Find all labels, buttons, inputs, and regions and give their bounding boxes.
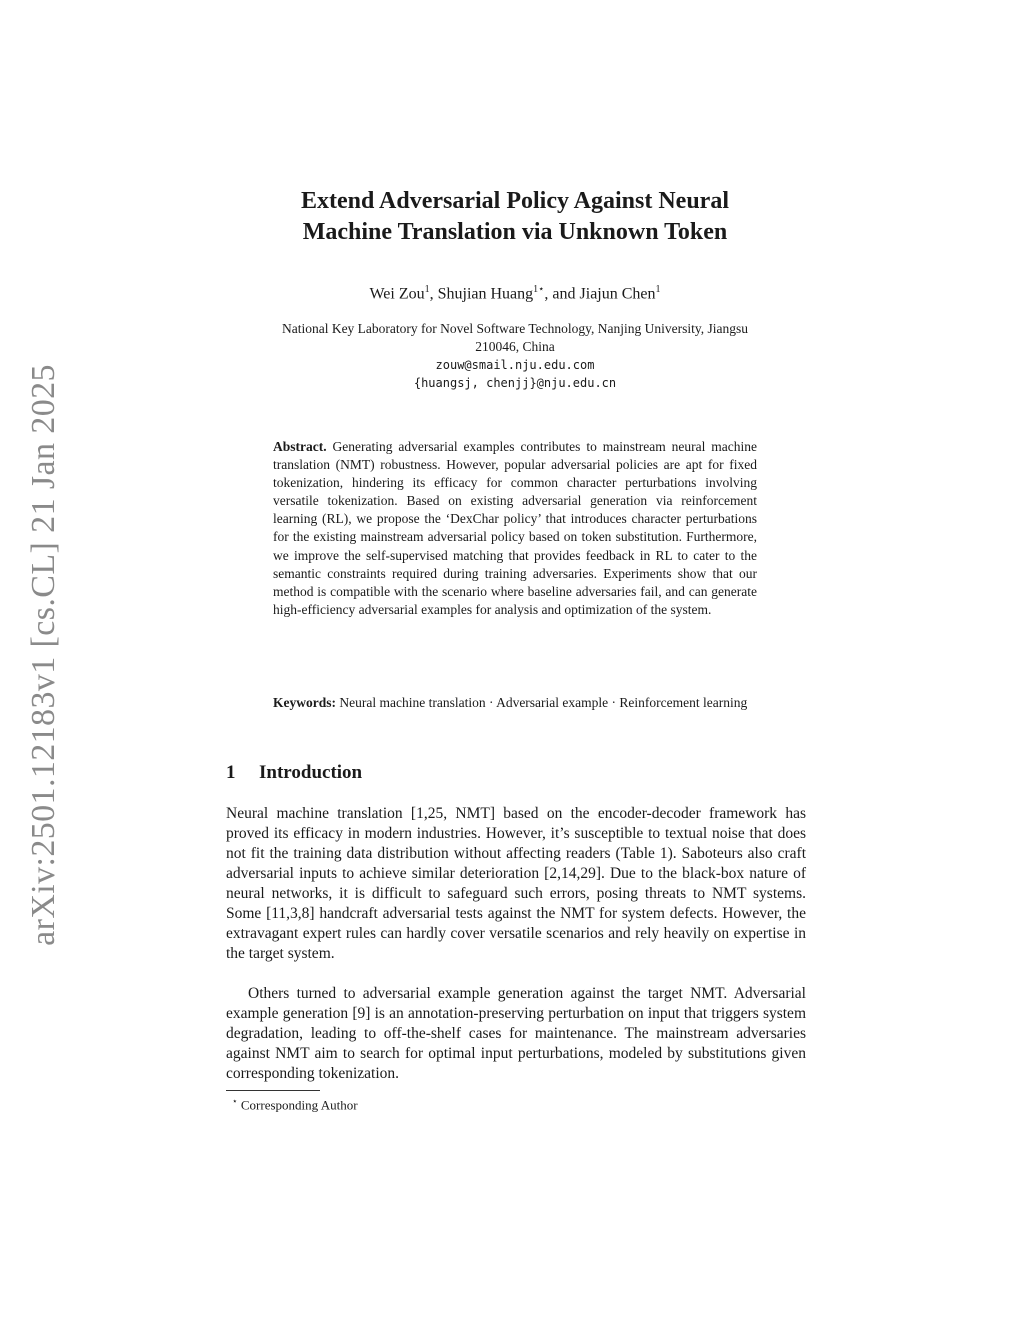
footnote-divider <box>226 1090 320 1091</box>
email-primary[interactable]: zouw@smail.nju.edu.com <box>435 358 595 372</box>
email-secondary[interactable]: {huangsj, chenjj}@nju.edu.cn <box>413 376 617 390</box>
arxiv-sidebar-stamp <box>24 365 64 945</box>
title-line-1: Extend Adversarial Policy Against Neural <box>301 188 729 214</box>
section-heading <box>226 762 362 784</box>
footnote <box>232 1096 358 1113</box>
author-name: Shujian Huang <box>437 285 534 303</box>
author-list <box>220 284 810 303</box>
section-number: 1 <box>226 762 236 783</box>
author-separator: , and <box>544 285 580 303</box>
affiliation-line-2: 210046, China <box>475 339 555 354</box>
footnote-text: Corresponding Author <box>240 1097 358 1113</box>
section-title: Introduction <box>259 762 363 783</box>
footnote-mark: ⋆ <box>232 1096 238 1106</box>
abstract-text: Generating adversarial examples contributes to mainstream neural machine translation (NMT) robustness. However, popular adversarial policies are apt for fixed tokenization, hindering its efficacy for common character perturbations involving versatile tokenization. Based on existing adversarial generation via reinforcement learning (RL), we propose the ‘DexChar policy’ that introduces character perturbations for the existing mainstream adversarial policy based on token substitution. Furthermore, we improve the self-supervised matching that provides feedback in RL to cater to the semantic constraints required during training adversaries. Experiments show that our method is compatible with the scenario where baseline adversaries fail, and can generate high-efficiency adversarial examples for analysis and optimization of the system. <box>273 439 758 617</box>
affiliation-line-1: National Key Laboratory for Novel Software Technology, Nanjing University, Jiangsu <box>281 321 749 336</box>
author-separator: , <box>429 285 438 303</box>
arxiv-identifier: arXiv:2501.12183v1 [cs.CL] 21 Jan 2025 <box>25 364 62 946</box>
title-line-2: Machine Translation via Unknown Token <box>302 219 728 245</box>
author-name: Wei Zou <box>369 285 425 303</box>
abstract <box>273 438 757 619</box>
abstract-label: Abstract. <box>273 439 327 454</box>
keywords <box>273 694 757 712</box>
body-paragraph: Neural machine translation [1,25, NMT] based on the encoder-decoder framework has proved its efficacy in modern industries. However, it’s susceptible to textual noise that does not fit the training data distribution without affecting readers (Table 1). Saboteurs also craft adversarial inputs to achieve similar deterioration [2,14,29]. Due to the black-box nature of neural networks, it is difficult to safeguard such errors, posing threats to NMT systems. Some [11,3,8] handcraft adversarial tests against the NMT for system defects. However, the extravagant expert rules can hardly cover versatile scenarios and rely heavily on expertise in the target system. <box>226 805 806 962</box>
author-affiliation-mark: 1 <box>424 284 430 295</box>
author-name: Jiajun Chen <box>579 285 656 303</box>
body-paragraph: Others turned to adversarial example generation against the target NMT. Adversarial example generation [9] is an annotation-preserving perturbation on input that triggers system degradation, leading to off-the-shelf cases for maintenance. The mainstream adversaries against NMT aim to search for optimal input perturbations, modeled by substitutions given corresponding tokenization. <box>226 985 806 1082</box>
affiliation-block <box>220 320 810 392</box>
author-affiliation-mark: 1⋆ <box>533 284 545 295</box>
keywords-label: Keywords: <box>273 695 336 710</box>
author-affiliation-mark: 1 <box>655 284 661 295</box>
paper-title <box>220 186 810 248</box>
keywords-text: Neural machine translation · Adversarial example · Reinforcement learning <box>339 695 748 710</box>
